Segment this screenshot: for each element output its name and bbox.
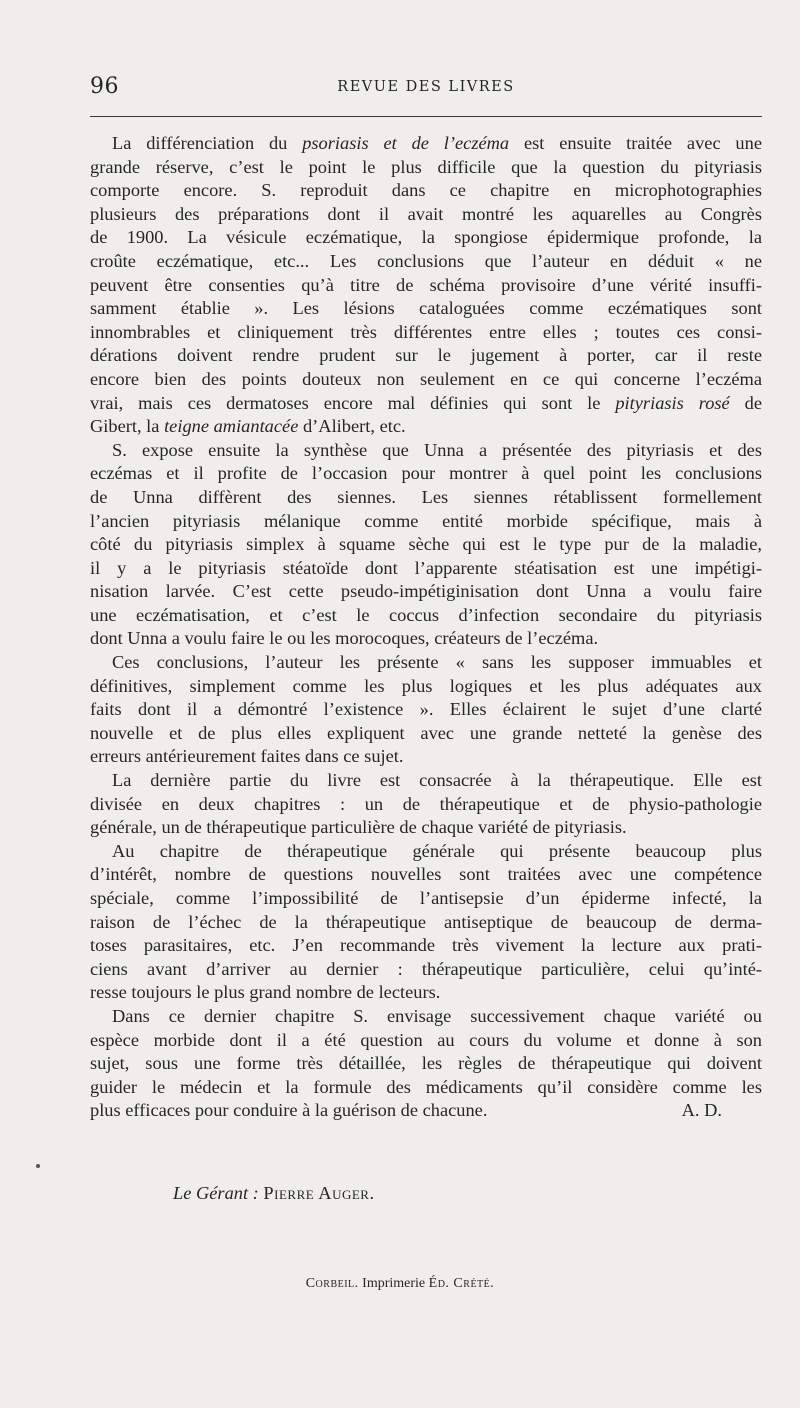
text-line: d’intérêt, nombre de questions nouvelles sont traitées avec une compétence [90, 864, 762, 885]
printer-text: Imprimerie [362, 1276, 426, 1291]
text-line: comporte encore. S. reproduit dans ce chapitre en microphotographies [90, 180, 762, 201]
text-line: croûte eczématique, etc... Les conclusions que l’auteur en déduit « ne [90, 250, 762, 271]
text-line: Au chapitre de thérapeutique générale qui présente beaucoup plus [112, 840, 762, 861]
text-line: nisation larvée. C’est cette pseudo-impétiginisation dont Unna a voulu faire [90, 581, 762, 602]
running-title: REVUE DES LIVRES [337, 79, 515, 95]
text-line: peuvent être consenties qu’à titre de schéma provisoire d’une vérité insuffi- [90, 274, 762, 295]
text-line: S. expose ensuite la synthèse que Unna a présentée des pityriasis et des [112, 439, 762, 460]
text-line: erreurs antérieurement faites dans ce sujet. [90, 746, 404, 767]
text-line: il y a le pityriasis stéatoïde dont l’apparente stéatisation est une impétigi- [90, 557, 762, 578]
text-line: samment établie ». Les lésions cataloguées comme eczématiques sont [90, 298, 762, 319]
text-line: toses parasitaires, etc. J’en recommande très vivement la lecture aux prati- [90, 935, 762, 956]
printer-imprint [0, 1276, 800, 1292]
review-body [90, 132, 762, 1123]
text-line: plus efficaces pour conduire à la guérison de chacune. A. D. [90, 1099, 762, 1123]
text-line: l’ancien pityriasis mélanique comme entité morbide spécifique, mais à [90, 510, 762, 531]
page-header [90, 74, 762, 102]
printer-place: Corbeil. [305, 1276, 359, 1291]
page-number: 96 [90, 74, 119, 99]
text-line: Ces conclusions, l’auteur les présente « sans les supposer immuables et [112, 652, 762, 673]
gerant-line [173, 1183, 375, 1204]
printer-name: Éd. Crété. [428, 1276, 495, 1291]
text-line: sujet, sous une forme très détaillée, les règles de thérapeutique qui doivent [90, 1053, 762, 1074]
text-line: Gibert, la teigne amiantacée d’Alibert, etc. [90, 416, 406, 437]
text-line: ciens avant d’arriver au dernier : thérapeutique particulière, celui qu’inté- [90, 958, 762, 979]
text-line: guider le médecin et la formule des médicaments qu’il considère comme les [90, 1076, 762, 1097]
text-line: faits dont il a démontré l’existence ». Elles éclairent le sujet d’une clarté [90, 699, 762, 720]
text-line: de Unna diffèrent des siennes. Les siennes rétablissent formellement [90, 486, 762, 507]
text-line: vrai, mais ces dermatoses encore mal définies qui sont le pityriasis rosé de [90, 392, 762, 413]
text-line: Dans ce dernier chapitre S. envisage successivement chaque variété ou [112, 1005, 762, 1026]
text-line: plusieurs des préparations dont il avait montré les aquarelles au Congrès [90, 203, 762, 224]
text-line: divisée en deux chapitres : un de thérapeutique et de physio-pathologie [90, 793, 762, 814]
text-line: raison de l’échec de la thérapeutique antiseptique de beaucoup de derma- [90, 911, 762, 932]
text-line: côté du pityriasis simplex à squame sèche qui est le type pur de la maladie, [90, 534, 762, 555]
text-line: une eczématisation, et c’est le coccus d’infection secondaire du pityriasis [90, 604, 762, 625]
text-line: La dernière partie du livre est consacrée à la thérapeutique. Elle est [112, 770, 762, 791]
text-line: La différenciation du psoriasis et de l’eczéma est ensuite traitée avec une [112, 133, 762, 153]
text-line: dérations doivent rendre prudent sur le jugement à porter, car il reste [90, 345, 762, 366]
text-line: de 1900. La vésicule eczématique, la spongiose épidermique profonde, la [90, 227, 762, 248]
text-line: grande réserve, c’est le point le plus difficile que la question du pityriasis [90, 156, 762, 177]
header-rule [90, 116, 762, 117]
ink-speck [36, 1164, 40, 1168]
gerant-name: Pierre Auger. [263, 1183, 375, 1203]
text-line: encore bien des points douteux non seulement en ce qui concerne l’eczéma [90, 368, 762, 389]
gerant-label: Le Gérant : [173, 1183, 259, 1203]
review-signature: A. D. [681, 1100, 722, 1121]
text-line: nouvelle et de plus elles expliquent avec une grande netteté la genèse des [90, 722, 762, 743]
text-line: spéciale, comme l’impossibilité de l’antisepsie d’un épiderme infecté, la [90, 888, 762, 908]
text-line: espèce morbide dont il a été question au cours du volume et donne à son [90, 1029, 762, 1050]
text-line: définitives, simplement comme les plus logiques et les plus adéquates aux [90, 675, 762, 696]
text-line: innombrables et cliniquement très différentes entre elles ; toutes ces consi- [90, 321, 762, 342]
text-line: générale, un de thérapeutique particulière de chaque variété de pityriasis. [90, 817, 627, 838]
text-line: resse toujours le plus grand nombre de lecteurs. [90, 982, 441, 1003]
text-line: dont Unna a voulu faire le ou les morocoques, créateurs de l’eczéma. [90, 628, 599, 649]
text-line: eczémas et il profite de l’occasion pour montrer à quel point les conclusions [90, 463, 762, 484]
